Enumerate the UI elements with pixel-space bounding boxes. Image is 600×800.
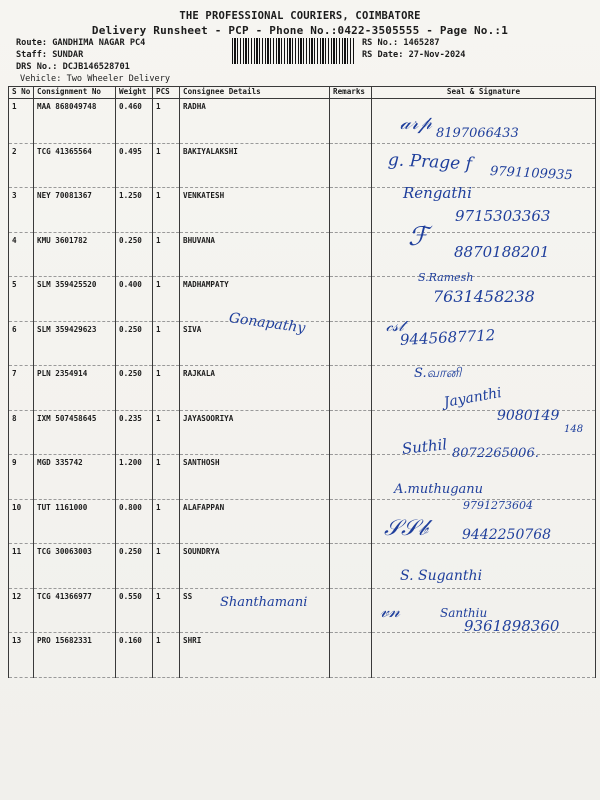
cell-sno: 6	[9, 321, 34, 366]
table-row	[9, 455, 596, 500]
signature-scribble-13: 𝓋𝓃	[380, 601, 400, 622]
handwritten-phone-2: 9791109935	[489, 164, 573, 184]
handwritten-phone-5: 7631458238	[433, 287, 535, 306]
cell-weight: 0.800	[116, 499, 153, 544]
cell-consignment: TCG 41365564	[34, 143, 116, 188]
cell-sno: 9	[9, 455, 34, 500]
cell-consignee: JAYASOORIYA	[180, 410, 330, 455]
cell-remarks	[330, 277, 372, 322]
handwritten-name-5: S.Ramesh	[418, 271, 474, 284]
cell-sno: 5	[9, 277, 34, 322]
route-label: Route: GANDHIMA NAGAR PC4	[16, 38, 146, 48]
cell-remarks	[330, 366, 372, 411]
cell-sno: 10	[9, 499, 34, 544]
cell-pcs: 1	[153, 588, 180, 633]
rs-date-label: RS Date: 27-Nov-2024	[362, 50, 466, 60]
cell-consignee: SANTHOSH	[180, 455, 330, 500]
handwritten-phone-8: 9080149	[497, 408, 560, 424]
cell-sno: 2	[9, 143, 34, 188]
cell-pcs: 1	[153, 455, 180, 500]
cell-weight: 0.250	[116, 232, 153, 277]
cell-weight: 0.495	[116, 143, 153, 188]
runsheet-title: Delivery Runsheet - PCP - Phone No.:0422-3505555 - Page No.:1	[91, 24, 509, 37]
cell-weight: 0.460	[116, 99, 153, 144]
col-sno: S No	[9, 87, 34, 99]
cell-pcs: 1	[153, 366, 180, 411]
handwritten-name-12: S. Suganthi	[400, 568, 483, 584]
cell-pcs: 1	[153, 633, 180, 678]
cell-sno: 12	[9, 588, 34, 633]
cell-remarks	[330, 188, 372, 233]
staff-label: Staff: SUNDAR	[16, 50, 84, 60]
table-row	[9, 366, 596, 411]
handwritten-name-8: Jayanthi	[442, 384, 503, 411]
cell-consignment: NEY 70081367	[34, 188, 116, 233]
cell-weight: 0.400	[116, 277, 153, 322]
signature-scribble-11: 𝒮𝒮𝒷	[384, 516, 428, 541]
cell-consignee: MADHAMPATY	[180, 277, 330, 322]
cell-remarks	[330, 588, 372, 633]
cell-sno: 11	[9, 544, 34, 589]
cell-consignee: SS	[180, 588, 330, 633]
cell-consignment: PLN 2354914	[34, 366, 116, 411]
cell-consignee: SHRI	[180, 633, 330, 678]
cell-consignment: PRO 15682331	[34, 633, 116, 678]
col-weight: Weight	[116, 87, 153, 99]
cell-consignee: VENKATESH	[180, 188, 330, 233]
handwritten-phone-1: 8197066433	[436, 126, 519, 141]
cell-pcs: 1	[153, 143, 180, 188]
signature-scribble-1: 𝒶𝓇𝓅	[400, 112, 432, 134]
cell-sno: 4	[9, 232, 34, 277]
cell-weight: 0.160	[116, 633, 153, 678]
cell-consignee: SOUNDRYA	[180, 544, 330, 589]
cell-remarks	[330, 544, 372, 589]
cell-consignment: MAA 868049748	[34, 99, 116, 144]
cell-consignment: IXM 507458645	[34, 410, 116, 455]
handwritten-phone-9: 8072265006.	[452, 446, 539, 461]
cell-consignee: RAJKALA	[180, 366, 330, 411]
handwritten-name-3: Rengathi	[403, 184, 472, 202]
cell-remarks	[330, 633, 372, 678]
cell-remarks	[330, 321, 372, 366]
cell-weight: 0.250	[116, 321, 153, 366]
col-signature: Seal & Signature	[372, 87, 596, 99]
cell-weight: 0.250	[116, 544, 153, 589]
cell-weight: 1.200	[116, 455, 153, 500]
cell-remarks	[330, 232, 372, 277]
cell-pcs: 1	[153, 99, 180, 144]
cell-consignment: TCG 30063003	[34, 544, 116, 589]
table-row	[9, 633, 596, 678]
cell-remarks	[330, 410, 372, 455]
cell-consignment: TUT 1161000	[34, 499, 116, 544]
cell-pcs: 1	[153, 232, 180, 277]
handwritten-remark-6: Gonapathy	[227, 310, 307, 337]
cell-signature	[372, 633, 596, 678]
cell-pcs: 1	[153, 321, 180, 366]
handwritten-name-9: Suthil	[401, 435, 448, 458]
cell-pcs: 1	[153, 544, 180, 589]
company-title: THE PROFESSIONAL COURIERS, COIMBATORE	[179, 10, 421, 22]
vehicle-label: Vehicle: Two Wheeler Delivery	[20, 74, 171, 84]
handwritten-extra-8: 148	[564, 424, 584, 435]
cell-weight: 0.235	[116, 410, 153, 455]
col-consignee: Consignee Details	[180, 87, 330, 99]
cell-consignee: ALAFAPPAN	[180, 499, 330, 544]
cell-pcs: 1	[153, 188, 180, 233]
cell-remarks	[330, 99, 372, 144]
cell-pcs: 1	[153, 499, 180, 544]
cell-consignee: RADHA	[180, 99, 330, 144]
cell-consignment: KMU 3601782	[34, 232, 116, 277]
cell-sno: 1	[9, 99, 34, 144]
cell-remarks	[330, 455, 372, 500]
col-pcs: PCS	[153, 87, 180, 99]
rs-no-label: RS No.: 1465287	[362, 38, 440, 48]
cell-sno: 8	[9, 410, 34, 455]
handwritten-name-7: S.வானி	[414, 366, 462, 381]
signature-scribble-4: ℱ	[408, 222, 429, 252]
cell-consignee: SIVA	[180, 321, 330, 366]
signature-scribble-6: 𝒸𝓈𝓉	[386, 316, 404, 335]
cell-sno: 13	[9, 633, 34, 678]
cell-sno: 3	[9, 188, 34, 233]
handwritten-name-2: g. Prage f	[387, 150, 473, 175]
cell-weight: 1.250	[116, 188, 153, 233]
handwritten-name-13: Santhiu	[440, 606, 488, 620]
cell-consignee: BHUVANA	[180, 232, 330, 277]
handwritten-phone-13: 9361898360	[464, 617, 560, 635]
cell-pcs: 1	[153, 277, 180, 322]
handwritten-phone-3: 9715303363	[455, 207, 551, 225]
cell-consignment: SLM 359425520	[34, 277, 116, 322]
cell-pcs: 1	[153, 410, 180, 455]
cell-consignee: BAKIYALAKSHI	[180, 143, 330, 188]
cell-consignment: TCG 41366977	[34, 588, 116, 633]
handwritten-name-10: A.muthuganu	[394, 482, 484, 497]
barcode	[232, 38, 354, 64]
cell-consignment: MGD 335742	[34, 455, 116, 500]
handwritten-phone-10: 9791273604	[463, 499, 533, 512]
col-remarks: Remarks	[330, 87, 372, 99]
cell-consignment: SLM 359429623	[34, 321, 116, 366]
drs-label: DRS No.: DCJB146528701	[16, 62, 130, 72]
cell-weight: 0.250	[116, 366, 153, 411]
handwritten-remark-13: Shanthamani	[220, 595, 308, 610]
table-row	[9, 544, 596, 589]
col-consignment: Consignment No	[34, 87, 116, 99]
cell-remarks	[330, 143, 372, 188]
cell-sno: 7	[9, 366, 34, 411]
table-header-row	[9, 87, 596, 99]
handwritten-phone-11: 9442250768	[462, 527, 552, 543]
handwritten-phone-4: 8870188201	[454, 243, 550, 261]
handwritten-phone-6: 9445687712	[399, 326, 496, 349]
cell-remarks	[330, 499, 372, 544]
cell-weight: 0.550	[116, 588, 153, 633]
